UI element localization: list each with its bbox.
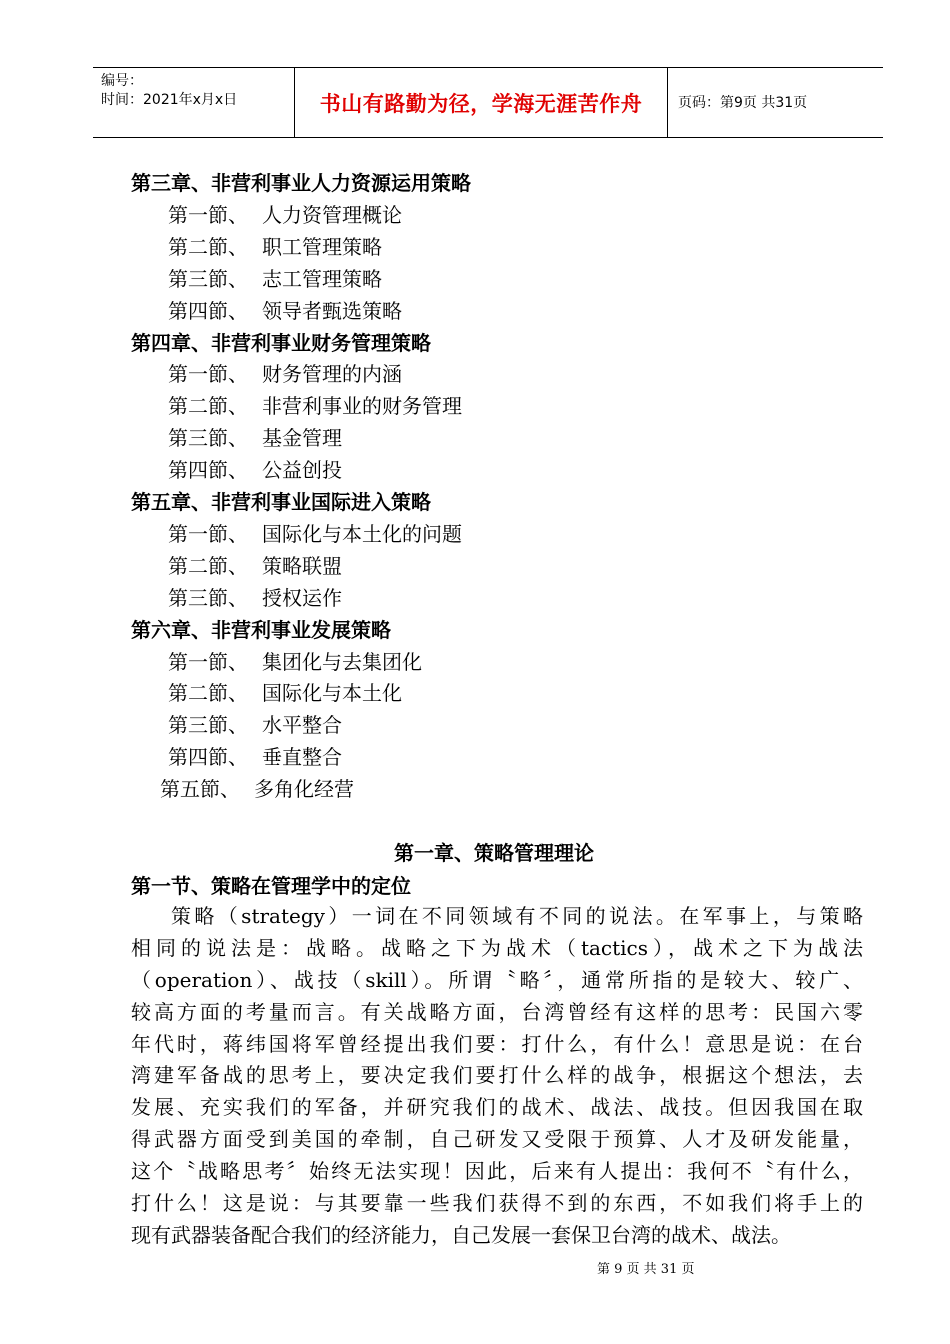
toc-section xyxy=(168,518,462,550)
toc-section xyxy=(168,358,402,390)
section-title: 第一节、策略在管理学中的定位 xyxy=(131,874,411,898)
toc-section-number: 第三節、 xyxy=(168,585,248,610)
toc-section-number: 第二節、 xyxy=(168,394,248,419)
toc-section-title: 人力资管理概论 xyxy=(262,202,402,227)
paragraph-line: 这个〝战略思考〞始终无法实现！因此，后来有人提出：我何不〝有什么， xyxy=(131,1159,863,1184)
toc-section xyxy=(168,199,402,231)
page-header xyxy=(93,67,883,138)
toc-section-title: 志工管理策略 xyxy=(262,266,382,291)
header-motto-cell xyxy=(295,68,668,137)
toc-section-title: 垂直整合 xyxy=(262,745,342,770)
header-page-number: 页码：第9页 共31页 xyxy=(678,94,808,111)
toc-section-number: 第三節、 xyxy=(168,266,248,291)
toc-section-number: 第一節、 xyxy=(168,202,248,227)
toc-section xyxy=(168,646,422,678)
toc-section-title: 多角化经营 xyxy=(254,777,354,802)
paragraph-line: 发展、充实我们的军备，并研究我们的战术、战法、战技。但因我国在取 xyxy=(131,1095,863,1120)
toc-section-number: 第二節、 xyxy=(168,234,248,259)
paragraph-line: 年代时，蒋纬国将军曾经提出我们要：打什么，有什么！意思是说：在台 xyxy=(131,1031,863,1056)
toc-section xyxy=(168,582,342,614)
toc-chapter: 第六章、非营利事业发展策略 xyxy=(131,617,391,642)
toc-section xyxy=(168,550,342,582)
toc-section-title: 国际化与本土化 xyxy=(262,681,402,706)
toc-section-number: 第四節、 xyxy=(168,298,248,323)
footer-page-number: 第 9 页 共 31 页 xyxy=(597,1262,695,1277)
toc-chapter: 第三章、非营利事业人力资源运用策略 xyxy=(131,171,471,195)
toc-section-number: 第一節、 xyxy=(168,362,248,387)
chapter-title: 第一章、策略管理理论 xyxy=(394,841,594,865)
toc-section-title: 职工管理策略 xyxy=(262,234,382,259)
toc-chapter: 第五章、非营利事业国际进入策略 xyxy=(131,490,431,514)
toc-section-number: 第三節、 xyxy=(168,713,248,738)
toc-section xyxy=(168,709,342,741)
toc-section-number: 第三節、 xyxy=(168,426,248,451)
toc-section-number: 第二節、 xyxy=(168,553,248,578)
toc-chapter: 第四章、非营利事业财务管理策略 xyxy=(131,330,431,355)
toc-section-title: 集团化与去集团化 xyxy=(262,649,422,674)
toc-section-title: 领导者甄选策略 xyxy=(262,298,402,323)
toc-section-number: 第四節、 xyxy=(168,458,248,483)
paragraph-line: 较高方面的考量而言。有关战略方面，台湾曾经有这样的思考：民国六零 xyxy=(131,999,863,1024)
paragraph-line: 现有武器装备配合我们的经济能力，自己发展一套保卫台湾的战术、战法。 xyxy=(131,1222,791,1247)
toc-section-number: 第四節、 xyxy=(168,745,248,770)
paragraph-line: 打什么！这是说：与其要靠一些我们获得不到的东西，不如我们将手上的 xyxy=(131,1191,863,1216)
paragraph-line: 得武器方面受到美国的牵制，自己研发又受限于预算、人才及研发能量， xyxy=(131,1127,863,1152)
toc-section xyxy=(168,741,342,773)
toc-section xyxy=(168,677,402,709)
paragraph-line: 湾建军备战的思考上，要决定我们要打什么样的战争，根据这个想法，去 xyxy=(131,1063,863,1088)
toc-section-title: 策略联盟 xyxy=(262,553,342,578)
toc-section xyxy=(168,422,342,454)
toc-section xyxy=(168,295,402,327)
toc-section-number: 第一節、 xyxy=(168,521,248,546)
toc-section-title: 基金管理 xyxy=(262,426,342,451)
toc-section-number: 第五節、 xyxy=(160,777,240,802)
toc-section xyxy=(160,773,354,805)
toc-section-title: 财务管理的内涵 xyxy=(262,362,402,387)
document-number-label: 编号： xyxy=(101,73,143,89)
header-motto: 书山有路勤为径，学海无涯苦作舟 xyxy=(319,91,643,116)
toc-section xyxy=(168,231,382,263)
paragraph-line: 策略（strategy）一词在不同领域有不同的说法。在军事上，与策略 xyxy=(171,904,863,928)
header-meta-cell xyxy=(93,68,295,137)
body-paragraph xyxy=(131,901,863,1252)
toc-section-number: 第一節、 xyxy=(168,649,248,674)
toc-section-title: 非营利事业的财务管理 xyxy=(262,394,462,419)
document-time-label: 时间：2021年x月x日 xyxy=(101,92,238,108)
toc-section xyxy=(168,263,382,295)
toc-section-title: 水平整合 xyxy=(262,713,342,738)
toc-section-title: 授权运作 xyxy=(262,585,342,610)
paragraph-line: （operation）、战技（skill）。所谓〝略〞，通常所指的是较大、较广、 xyxy=(131,967,863,992)
toc-section xyxy=(168,454,342,486)
toc-section xyxy=(168,390,462,422)
header-page-cell xyxy=(668,68,883,137)
paragraph-line: 相同的说法是：战略。战略之下为战术（tactics），战术之下为战法 xyxy=(131,935,863,960)
toc-section-title: 公益创投 xyxy=(262,458,342,483)
toc-section-number: 第二節、 xyxy=(168,681,248,706)
toc-section-title: 国际化与本土化的问题 xyxy=(262,521,462,546)
